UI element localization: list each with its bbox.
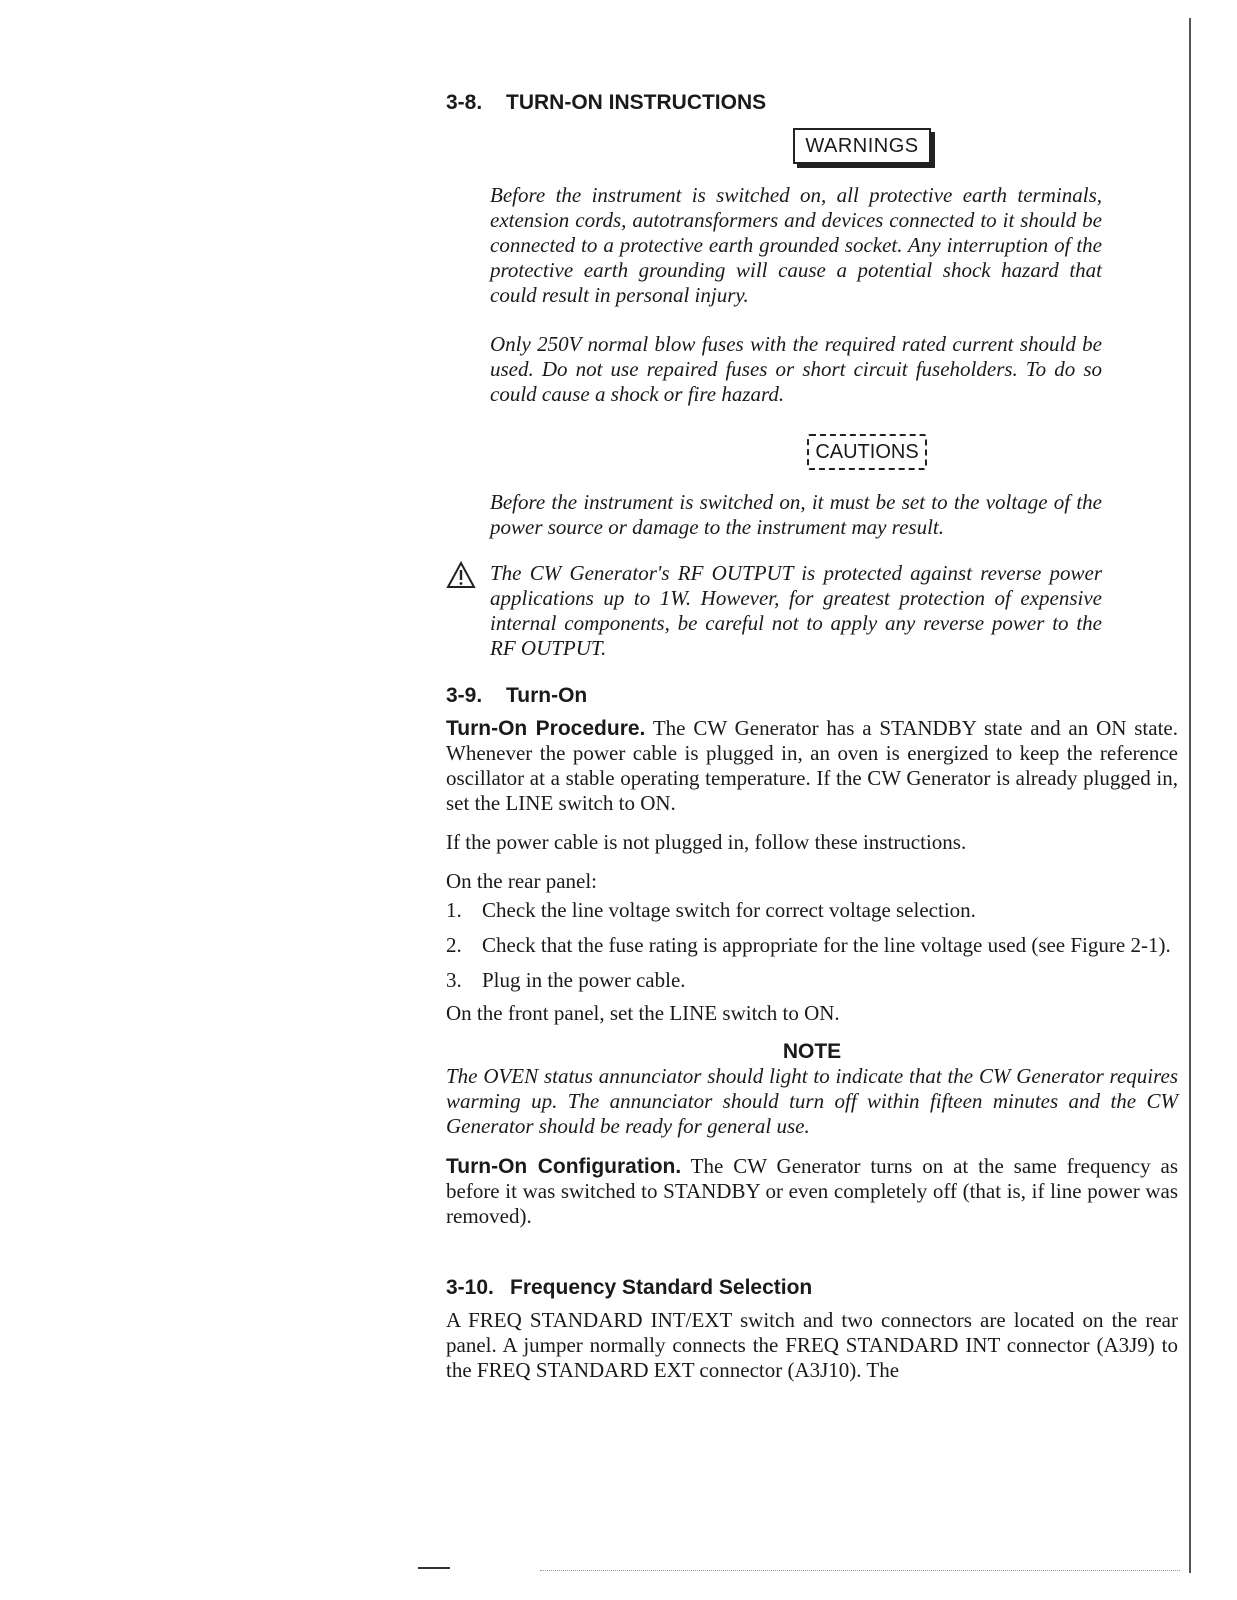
step-text: Check that the fuse rating is appropriate for the line voltage used (see Figure 2-1). [482,933,1171,957]
footer-rule [418,1567,450,1569]
step-text: Plug in the power cable. [482,968,686,992]
warning-paragraph-1: Before the instrument is switched on, all protective earth terminals, extension cords, autotransformers and devices connected to it should be connected to a protective earth grounded socket. Any interruption of the protective earth grounding will cause a potential shock hazard that could result in personal injury. [490,183,1102,307]
page-content [446,90,1178,1383]
rear-panel-steps [446,898,1178,993]
caution-paragraph-1: Before the instrument is switched on, it must be set to the voltage of the power source or damage to the instrument may result. [490,490,1102,539]
frequency-standard-paragraph: A FREQ STANDARD INT/EXT switch and two connectors are located on the rear panel. A jumper normally connects the FREQ STANDARD INT connector (A3J9) to the FREQ STANDARD EXT connector (A3J10). The [446,1308,1178,1382]
page-edge-line [1189,18,1191,1573]
warning-triangle-icon [446,561,476,589]
cautions-label: CAUTIONS [807,434,926,470]
step-number: 3. [446,968,462,992]
section-title: Turn-On [506,684,588,707]
note-paragraph: The OVEN status annunciator should light to indicate that the CW Generator requires warming up. The annunciator should turn off within fifteen minutes and the CW Generator should be ready for general use. [446,1064,1178,1138]
front-panel-paragraph: On the front panel, set the LINE switch to ON. [446,1001,840,1025]
list-item [446,898,1178,923]
step-text: Check the line voltage switch for correct voltage selection. [482,898,976,922]
list-item [446,968,1178,993]
section-number: 3-9. [446,684,483,707]
section-number: 3-8. [446,91,483,114]
runin-heading: Turn-On Configuration. [446,1155,682,1178]
section-title: Frequency Standard Selection [510,1276,813,1299]
paragraph-text: The CW Generator has a STANDBY state and an ON state. Whenever the power cable is plugged in, an oven is energized to keep the reference oscillator at a stable operating temperature. If the CW Generator is already plugged in, set the LINE switch to ON. [446,716,1178,815]
not-plugged-paragraph: If the power cable is not plugged in, follow these instructions. [446,830,967,854]
section-title: TURN-ON INSTRUCTIONS [506,91,767,114]
rear-panel-label: On the rear panel: [446,869,598,893]
cautions-label-wrap [446,434,1178,470]
caution-row-2 [446,561,1178,661]
step-number: 2. [446,933,462,957]
warnings-label-wrap [446,128,1178,164]
section-number: 3-10. [446,1276,494,1299]
paragraph-text: The CW Generator turns on at the same frequency as before it was switched to STANDBY or even completely off (that is, if line power was removed). [446,1154,1178,1228]
turn-on-procedure-paragraph [446,716,1178,816]
section-3-9-heading [446,683,1178,708]
step-number: 1. [446,898,462,922]
list-item [446,933,1178,958]
note-heading: NOTE [782,1040,842,1063]
turn-on-configuration-paragraph [446,1154,1178,1229]
warnings-label: WARNINGS [793,128,930,164]
section-3-8-heading [446,90,1178,115]
footer-dotted-line [540,1570,1180,1571]
runin-heading: Turn-On Procedure. [446,717,646,740]
caution-paragraph-2: The CW Generator's RF OUTPUT is protected against reverse power applications up to 1W. However, for greatest protection of expensive internal components, be careful not to apply any reverse power to the RF OUTPUT. [490,561,1102,660]
section-3-10-heading [446,1275,1178,1300]
warning-paragraph-2: Only 250V normal blow fuses with the required rated current should be used. Do not use repaired fuses or short circuit fuseholders. To do so could cause a shock or fire hazard. [490,332,1102,406]
